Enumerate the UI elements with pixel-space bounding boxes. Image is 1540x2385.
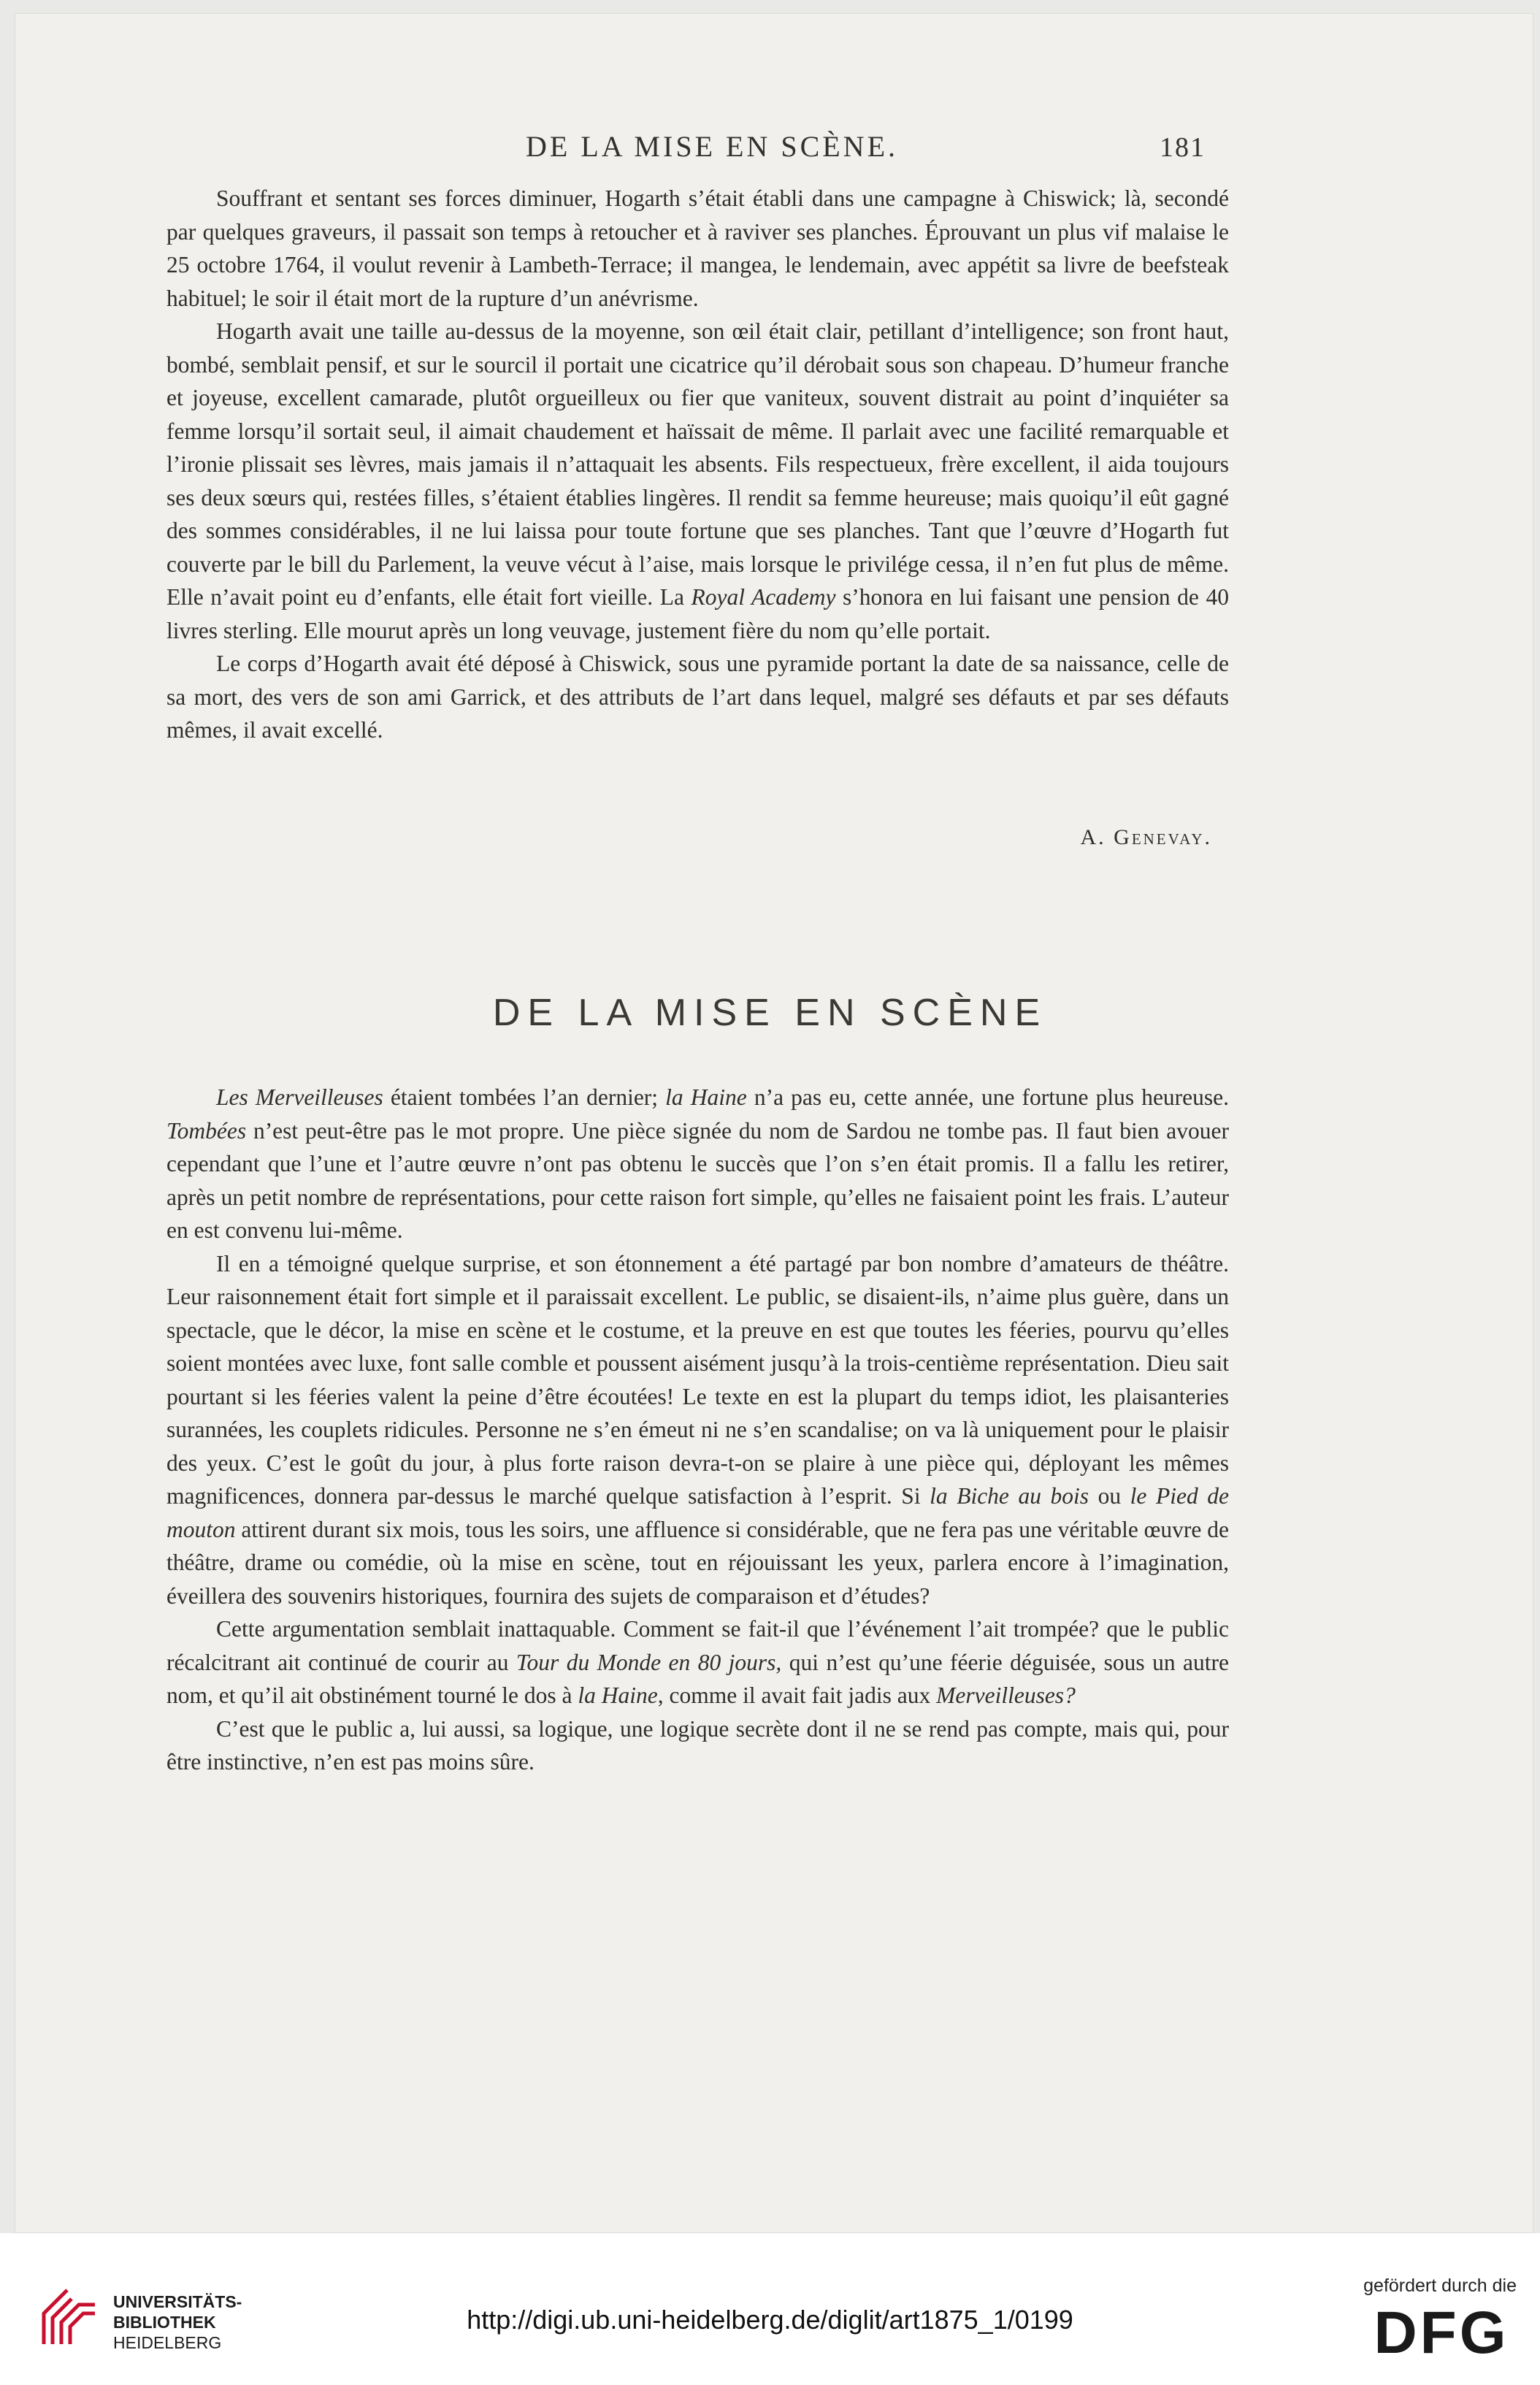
paragraph — [166, 1081, 1229, 1247]
text-run: Il en a témoigné quelque surprise, et son étonnement a été partagé par bon nombre d’amateurs de théâtre. Leur raisonnement était fort simple et il paraissait excellent. Le public, se disaient-ils, n’aime plus guère, dans un spectacle, que le décor, la mise en scène et le costume, et la preuve en est que toutes les féeries, pourvu qu’elles soient montées avec luxe, font salle comble et poussent aisément jusqu’à la trois-centième représentation. Dieu sait pourtant si les féeries valent la peine d’être écoutées! Le texte en est la plupart du temps idiot, les plaisanteries surannées, les couplets ridicules. Personne ne s’en émeut ni ne s’en scandalise; on va là uniquement pour le plaisir des yeux. C’est le goût du jour, à plus forte raison devra-t-on se plaire à une pièce qui, déployant les mêmes magnificences, donnera par-dessus le marché quelque satisfaction à l’esprit. Si — [166, 1250, 1229, 1509]
italic-text-run: la Biche au bois — [930, 1483, 1089, 1509]
dfg-logo-icon — [1365, 2303, 1518, 2360]
italic-text-run: Royal Academy — [691, 584, 836, 610]
italic-text-run: la Haine — [665, 1084, 747, 1110]
library-name-line: BIBLIOTHEK — [113, 2313, 216, 2332]
permalink-url[interactable]: http://digi.ub.uni-heidelberg.de/diglit/art1875_1/0199 — [467, 2305, 1073, 2335]
library-name-line: UNIVERSITÄTS- — [113, 2292, 242, 2311]
paragraph — [166, 182, 1229, 315]
text-run: s’honora en lui faisant une pension de 40 livres sterling. Elle mourut après un long veuvage, justement fière du nom qu’elle portait. — [166, 584, 1229, 643]
article-mise-en-scene-body — [166, 1081, 1229, 1779]
paragraph — [166, 1247, 1229, 1613]
funding-note: gefördert durch die — [1363, 2275, 1517, 2296]
library-name-line: HEIDELBERG — [113, 2333, 222, 2352]
text-run: Souffrant et sentant ses forces diminuer, Hogarth s’était établi dans une campagne à Chiswick; là, secondé par quelques graveurs, il passait son temps à retoucher et à raviver ses planches. Éprouvant un plus vif malaise le 25 octobre 1764, il voulut revenir à Lambeth-Terrace; il mangea, le lendemain, avec appétit sa livre de beefsteak habituel; le soir il était mort de la rupture d’un anévrisme. — [166, 185, 1229, 311]
text-run: étaient tombées l’an dernier; — [383, 1084, 666, 1110]
text-run: Cette argumentation semblait inattaquable. Comment se fait-il que l’événement l’ait trompée? que le public récalcitrant ait continué de courir au — [166, 1616, 1229, 1675]
italic-text-run: la Haine — [578, 1682, 658, 1708]
italic-text-run: Merveilleuses? — [936, 1682, 1076, 1708]
text-run: Le corps d’Hogarth avait été déposé à Chiswick, sous une pyramide portant la date de sa naissance, celle de sa mort, des vers de son ami Garrick, et des attributs de l’art dans lequel, malgré ses défauts et par ses défauts mêmes, il avait excellé. — [166, 651, 1229, 743]
italic-text-run: Tombées — [166, 1117, 247, 1144]
text-run: attirent durant six mois, tous les soirs, une affluence si considérable, que ne fera pas une véritable œuvre de théâtre, drame ou comédie, où la mise en scène, tout en réjouissant les yeux, parlera encore à l’imagination, éveillera des souvenirs historiques, fournira des sujets de comparaison et d’études? — [166, 1516, 1229, 1609]
italic-text-run: Tour du Monde en 80 jours, — [516, 1649, 782, 1675]
text-run: C’est que le public a, lui aussi, sa logique, une logique secrète dont il ne se rend pas compte, mais qui, pour être instinctive, n’en est pas moins sûre. — [166, 1715, 1229, 1775]
paragraph — [166, 1712, 1229, 1779]
italic-text-run: le Pied de mouton — [166, 1483, 1229, 1542]
page-number: 181 — [1160, 132, 1206, 163]
footer-bar — [0, 2233, 1540, 2385]
paragraph — [166, 647, 1229, 747]
text-run: , comme il avait fait jadis aux — [657, 1682, 937, 1708]
running-head: DE LA MISE EN SCÈNE. — [526, 130, 898, 163]
paragraph — [166, 1612, 1229, 1712]
italic-text-run: Les Merveilleuses — [216, 1084, 383, 1110]
dfg-logo-text: DFG — [1374, 2303, 1509, 2360]
text-run: n’a pas eu, cette année, une fortune plus heureuse. — [746, 1084, 1230, 1110]
paragraph — [166, 315, 1229, 647]
section-title: DE LA MISE EN SCÈNE — [492, 991, 1048, 1034]
author-signature: A. Genevay. — [1080, 825, 1212, 849]
text-run: n’est peut-être pas le mot propre. Une pièce signée du nom de Sardou ne tombe pas. Il faut bien avouer cependant que l’une et l’autre œuvre n’ont pas obtenu le succès que l’on s’en était promis. Il a fallu les retirer, après un petit nombre de représentations, pour cette raison fort simple, qu’elles ne faisaient point les frais. L’auteur en est convenu lui-même. — [166, 1117, 1229, 1243]
text-run: qui n’est qu’une féerie déguisée, sous un autre nom, et qu’il ait obstinément tourné le dos à — [166, 1649, 1229, 1708]
article-hogarth-body — [166, 182, 1229, 747]
text-run: Hogarth avait une taille au-dessus de la moyenne, son œil était clair, petillant d’intelligence; son front haut, bombé, semblait pensif, et sur le sourcil il portait une cicatrice qu’il dérobait sous son chapeau. D’humeur franche et joyeuse, excellent camarade, plutôt orgueilleux ou fier que vaniteux, souvent distrait au point d’inquiéter sa femme lorsqu’il sortait seul, il aimait chaudement et haïssait de même. Il parlait avec une facilité remarquable et l’ironie plissait ses lèvres, mais jamais il n’attaquait les absents. Fils respectueux, frère excellent, il aida toujours ses deux sœurs qui, restées filles, s’étaient établies lingères. Il rendit sa femme heureuse; mais quoiqu’il eût gagné des sommes considérables, il ne lui laissa pour toute fortune que ses planches. Tant que l’œuvre d’Hogarth fut couverte par le bill du Parlement, la veuve vécut à l’aise, mais lorsque le privilége cessa, il n’en fut plus de même. Elle n’avait point eu d’enfants, elle était fort vieille. La — [166, 318, 1229, 610]
text-run: ou — [1089, 1483, 1130, 1509]
